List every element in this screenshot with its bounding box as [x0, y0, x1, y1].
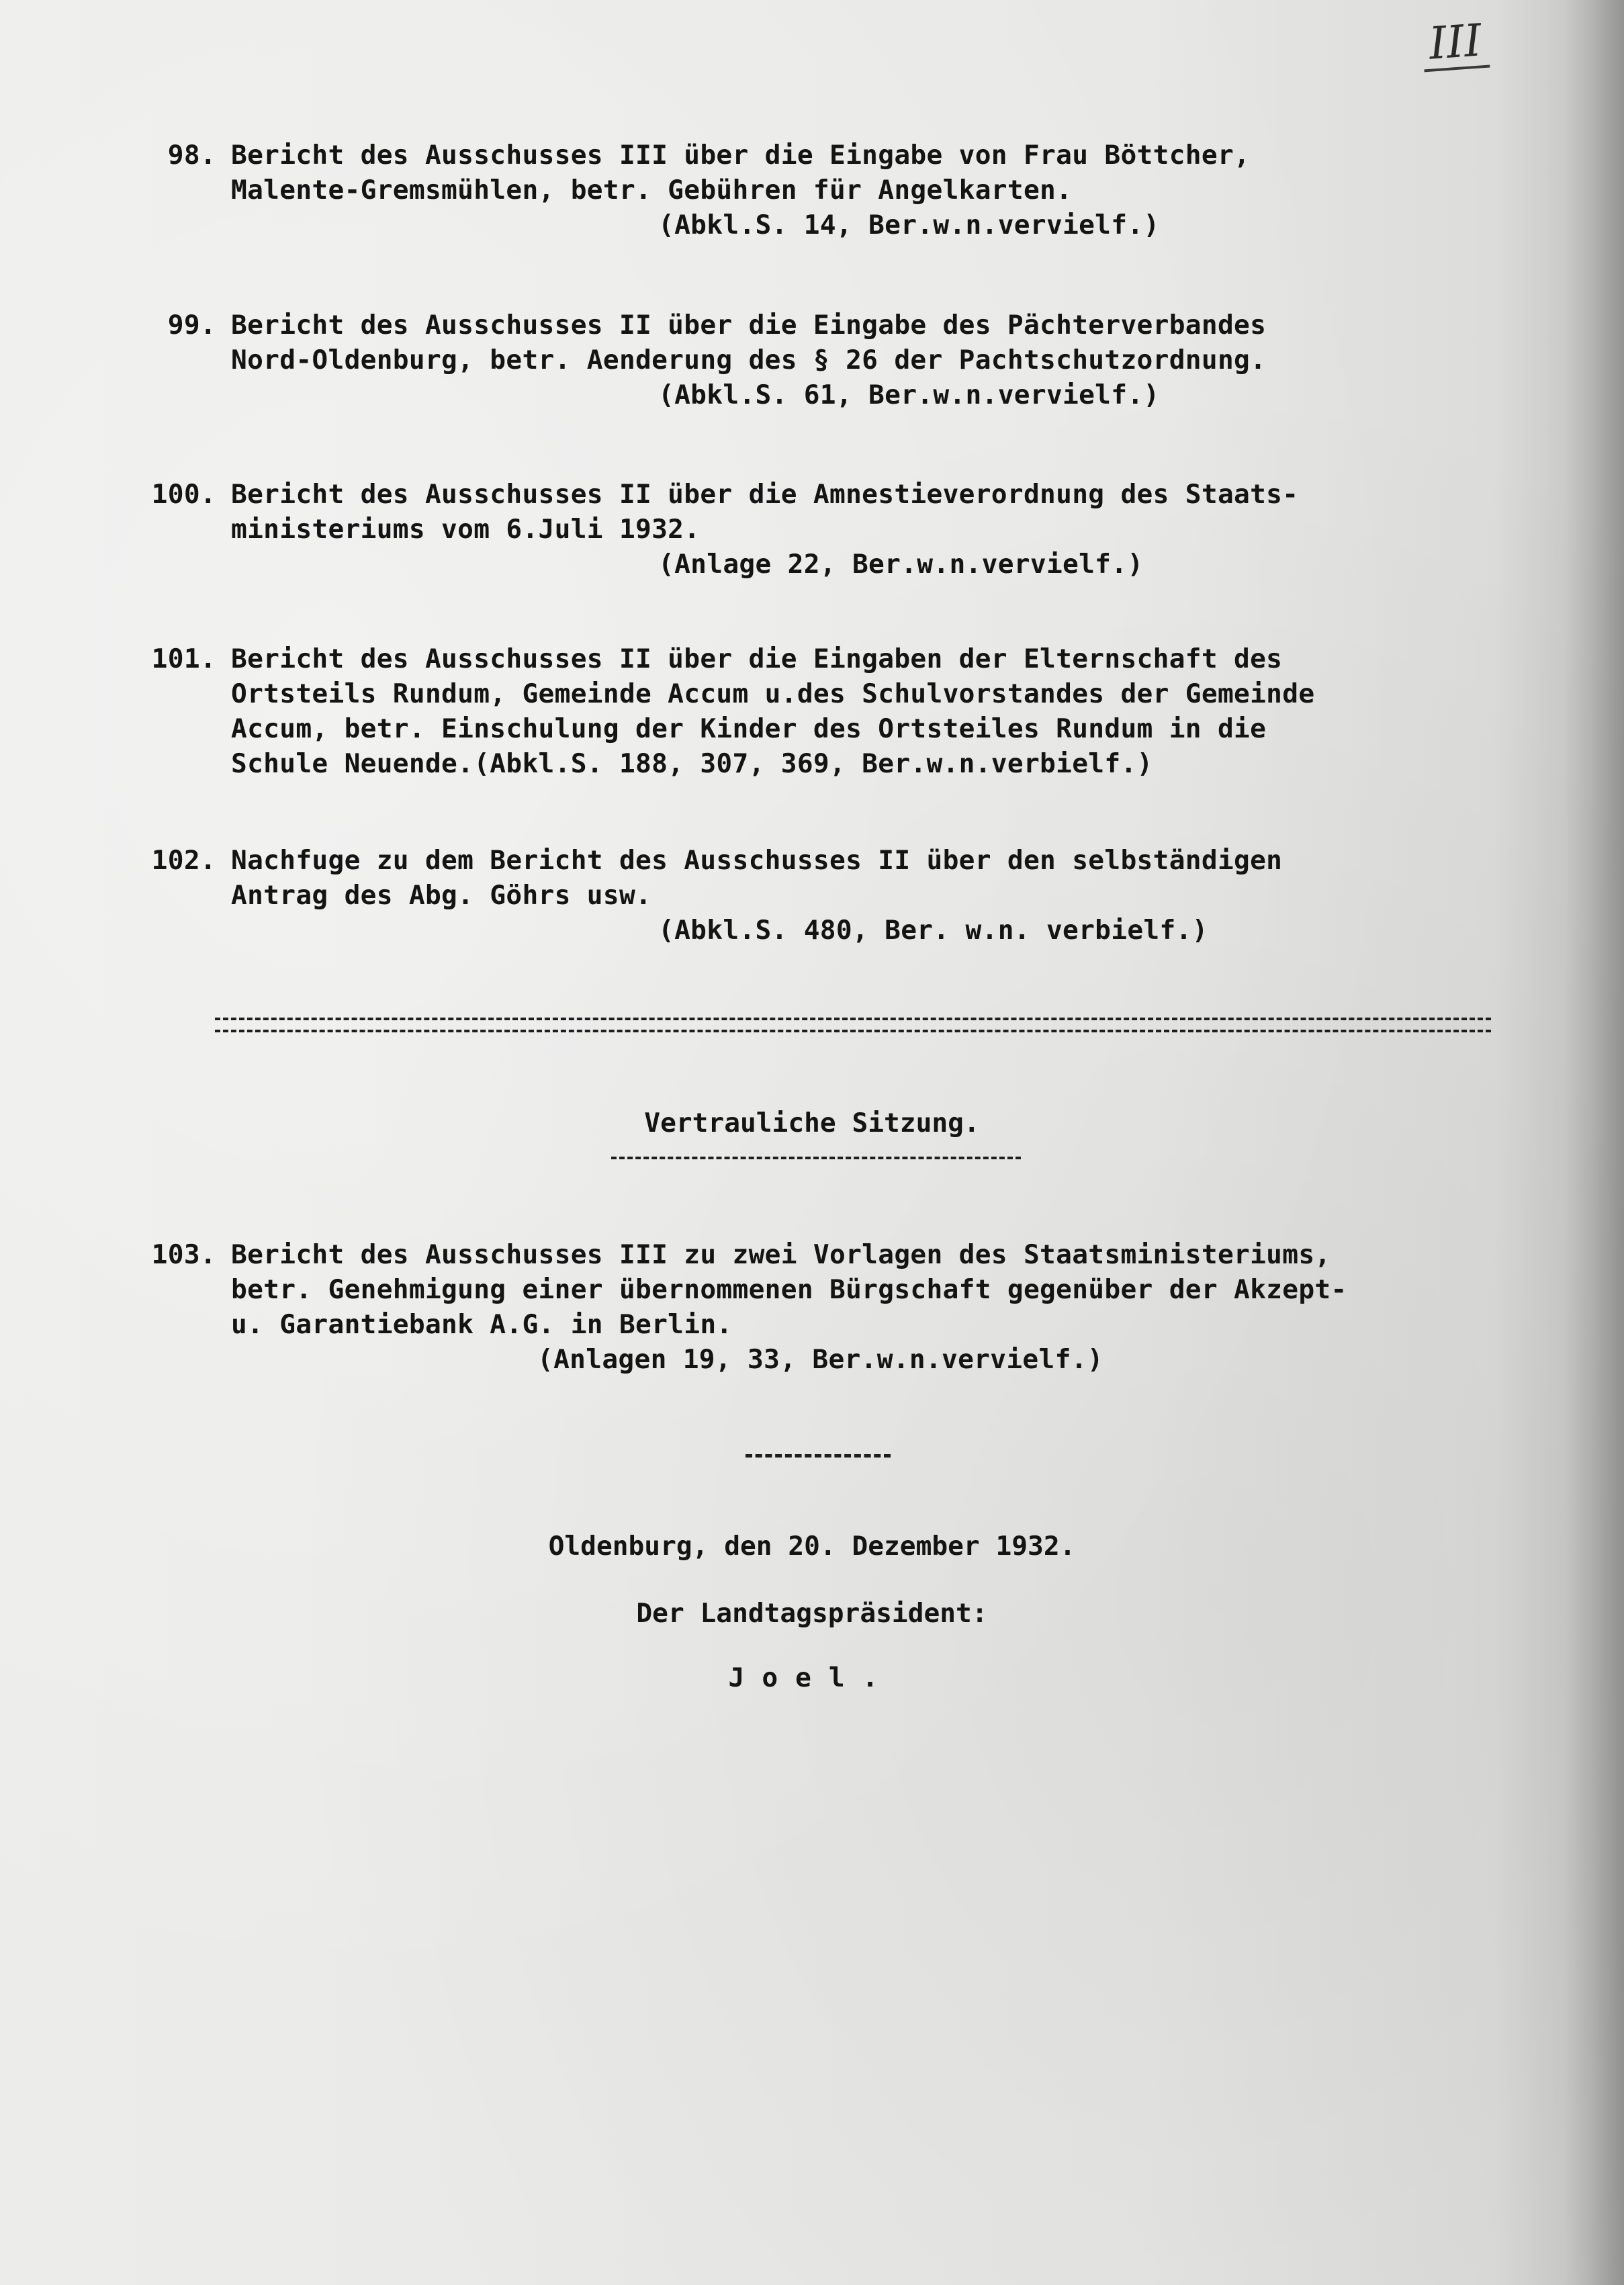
agenda-item-102 — [121, 843, 1585, 948]
agenda-item-100 — [121, 477, 1585, 582]
item-number: 103. — [151, 1239, 216, 1270]
item-line: Bericht des Ausschusses II über die Eingaben der Elternschaft des — [231, 643, 1283, 674]
item-line: Ortsteils Rundum, Gemeinde Accum u.des Schulvorstandes der Gemeinde — [231, 678, 1315, 709]
short-rule — [746, 1454, 891, 1458]
signatory-title: Der Landtagspräsident: — [636, 1598, 988, 1629]
item-reference: (Abkl.S. 61, Ber.w.n.vervielf.) — [658, 379, 1160, 410]
agenda-item-99 — [121, 308, 1585, 412]
item-reference: (Abkl.S. 480, Ber. w.n. verbielf.) — [658, 915, 1208, 946]
signature-name: Joel. — [728, 1662, 896, 1693]
item-reference: (Anlagen 19, 33, Ber.w.n.vervielf.) — [537, 1344, 1103, 1375]
item-line: u. Garantiebank A.G. in Berlin. — [231, 1309, 733, 1340]
item-line: Nachfuge zu dem Bericht des Ausschusses II über den selbständigen — [231, 845, 1283, 876]
section-divider — [215, 1018, 1491, 1032]
section-heading: Vertrauliche Sitzung. — [644, 1108, 980, 1138]
item-line: Bericht des Ausschusses III zu zwei Vorlagen des Staatsministeriums, — [231, 1239, 1331, 1270]
item-line: betr. Genehmigung einer übernommenen Bürgschaft gegenüber der Akzept- — [231, 1274, 1347, 1305]
item-line: Antrag des Abg. Göhrs usw. — [231, 880, 652, 911]
item-line: Nord-Oldenburg, betr. Aenderung des § 26 der Pachtschutzordnung. — [231, 345, 1267, 375]
item-line: Bericht des Ausschusses III über die Eingabe von Frau Böttcher, — [231, 140, 1251, 171]
heading-underline — [611, 1157, 1021, 1159]
item-reference: (Anlage 22, Ber.w.n.vervielf.) — [658, 549, 1144, 580]
page-number-mark: III — [1421, 18, 1490, 73]
item-line: Malente-Gremsmühlen, betr. Gebühren für Angelkarten. — [231, 175, 1073, 206]
item-number: 101. — [151, 643, 216, 674]
agenda-item-103 — [121, 1237, 1585, 1377]
item-line: ministeriums vom 6.Juli 1932. — [231, 514, 701, 545]
item-reference: (Abkl.S. 14, Ber.w.n.vervielf.) — [658, 210, 1160, 240]
item-number: 100. — [151, 479, 216, 510]
place-and-date: Oldenburg, den 20. Dezember 1932. — [548, 1531, 1076, 1562]
item-number: 102. — [151, 845, 216, 876]
item-line: Bericht des Ausschusses II über die Amnestieverordnung des Staats- — [231, 479, 1299, 510]
item-line: Schule Neuende.(Abkl.S. 188, 307, 369, Ber.w.n.verbielf.) — [231, 748, 1153, 779]
item-line: Accum, betr. Einschulung der Kinder des Ortsteiles Rundum in die — [231, 713, 1267, 744]
item-number: 98. — [167, 140, 216, 171]
agenda-item-101 — [121, 641, 1585, 781]
agenda-item-98 — [121, 138, 1585, 242]
item-number: 99. — [167, 310, 216, 341]
item-line: Bericht des Ausschusses II über die Eingabe des Pächterverbandes — [231, 310, 1267, 341]
